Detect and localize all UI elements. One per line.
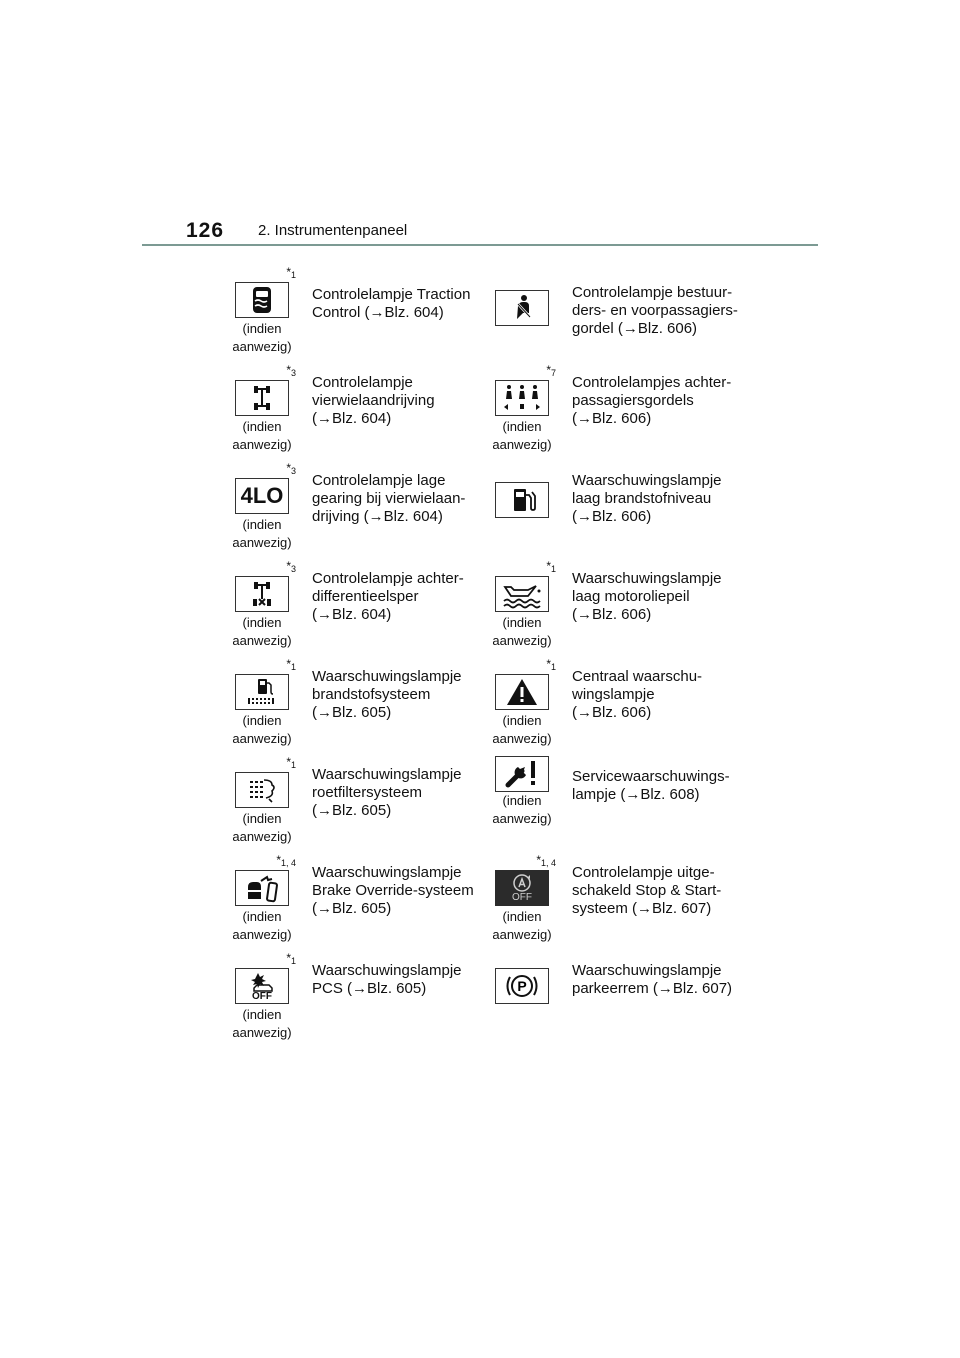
availability-note: (indien aanwezig) [492,793,552,826]
parking-brake-letter: P [517,978,527,994]
indicator-entry [228,854,488,952]
availability-note: (indien aanwezig) [232,615,292,648]
traction-control-icon [235,282,289,318]
header-rule [142,244,818,246]
indicator-row [228,266,758,364]
availability-note: (indien aanwezig) [492,713,552,746]
availability-note: (indien aanwezig) [232,1007,292,1040]
availability-note: (indien aanwezig) [232,909,292,942]
footnote-marker: $*_7$ [546,363,556,378]
indicator-entry [228,266,488,364]
brake-override-icon [235,870,289,906]
footnote-marker: $*_1$ [286,657,296,672]
indicator-entry [228,364,488,462]
indicator-description: Waarschuwingslampje PCS (→Blz. 605) [312,962,462,997]
indicator-description: Waarschuwingslampje brandstofsysteem (→Blz. 605) [312,668,462,721]
indicator-entry [488,462,758,560]
availability-note: (indien aanwezig) [232,419,292,452]
fuel-system-icon [235,674,289,710]
indicator-description: Controlelampje achter- differentieelsper (→Blz. 604) [312,570,464,623]
indicator-row [228,854,758,952]
indicator-entry [488,854,758,952]
indicator-description: Controlelampjes achter- passagiersgordels (→Blz. 606) [572,374,732,427]
page-number: 126 [186,219,225,242]
stop-start-off-text: OFF [512,892,532,903]
rear-seatbelts-icon [495,380,549,416]
stop-start-off-icon [495,870,549,906]
availability-note: (indien aanwezig) [232,321,292,354]
4lo-icon [235,478,289,514]
master-warning-icon [495,674,549,710]
oil-level-icon [495,576,549,612]
indicator-description: Waarschuwingslampje laag brandstofniveau (→Blz. 606) [572,472,722,525]
indicator-entry [488,952,758,1050]
availability-note: (indien aanwezig) [232,713,292,746]
indicator-description: Waarschuwingslampje parkeerrem (→Blz. 607) [572,962,733,997]
footnote-marker: $*_3$ [286,363,296,378]
indicator-description: Waarschuwingslampje Brake Override-systeem (→Blz. 605) [312,864,474,917]
footnote-marker: $*_1$ [546,559,556,574]
particulate-filter-icon [235,772,289,808]
footnote-marker: $*_{1, 4}$ [536,853,556,868]
indicator-row [228,658,758,756]
indicator-row [228,560,758,658]
indicator-entry [488,756,758,854]
fuel-pump-icon [495,482,549,518]
indicator-description: Controlelampje bestuur- ders- en voorpassagiers- gordel (→Blz. 606) [572,284,738,337]
indicator-row [228,756,758,854]
indicator-row [228,952,758,1050]
footnote-marker: $*_1$ [286,755,296,770]
footnote-marker: $*_3$ [286,559,296,574]
footnote-marker: $*_1$ [286,265,296,280]
indicator-description: Servicewaarschuwings- lampje (→Blz. 608) [572,768,730,803]
footnote-marker: $*_{1, 4}$ [276,853,296,868]
availability-note: (indien aanwezig) [492,615,552,648]
indicator-description: Controlelampje uitge- schakeld Stop & Start- systeem (→Blz. 607) [572,864,722,917]
indicator-entry [488,560,758,658]
indicator-description: Controlelampje vierwielaandrijving (→Blz. 604) [312,374,435,427]
indicator-row [228,364,758,462]
availability-note: (indien aanwezig) [492,419,552,452]
indicator-description: Waarschuwingslampje laag motoroliepeil (→Blz. 606) [572,570,722,623]
indicator-entry [488,266,758,364]
indicator-entry [488,364,758,462]
four-wheel-drive-icon [235,380,289,416]
indicator-entry [228,756,488,854]
footnote-marker: $*_1$ [286,951,296,966]
indicator-row [228,462,758,560]
rear-diff-lock-icon [235,576,289,612]
service-wrench-icon [495,756,549,792]
footnote-marker: $*_3$ [286,461,296,476]
indicator-description: Centraal waarschu- wingslampje (→Blz. 606) [572,668,703,721]
parking-brake-icon [495,968,549,1004]
indicator-entry [228,560,488,658]
indicator-entry [228,952,488,1050]
indicator-entry [488,658,758,756]
section-title: 2. Instrumentenpaneel [258,222,408,239]
pcs-off-icon [235,968,289,1004]
indicator-description: Controlelampje lage gearing bij vierwielaan- drijving (→Blz. 604) [312,472,466,525]
indicator-table [228,266,758,1050]
4lo-icon-text: 4LO [240,483,284,508]
indicator-entry [228,658,488,756]
seatbelt-icon [495,290,549,326]
indicator-entry [228,462,488,560]
availability-note: (indien aanwezig) [232,811,292,844]
pcs-off-text: OFF [252,991,272,1002]
indicator-description: Controlelampje Traction Control (→Blz. 604) [312,286,471,321]
footnote-marker: $*_1$ [546,657,556,672]
availability-note: (indien aanwezig) [492,909,552,942]
indicator-description: Waarschuwingslampje roetfiltersysteem (→Blz. 605) [312,766,462,819]
availability-note: (indien aanwezig) [232,517,292,550]
